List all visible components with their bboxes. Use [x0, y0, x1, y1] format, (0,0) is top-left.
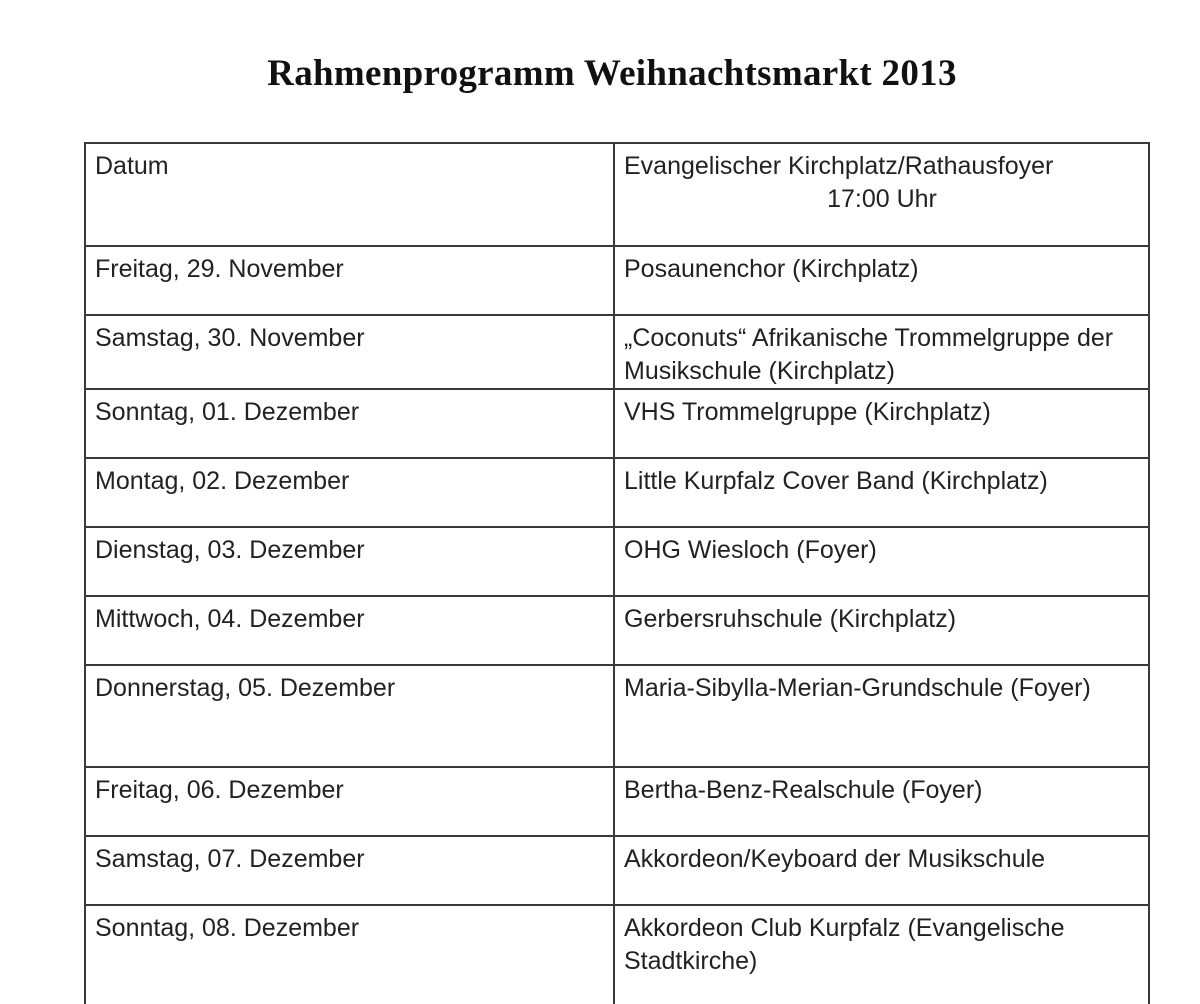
event-cell: VHS Trommelgruppe (Kirchplatz) — [614, 389, 1149, 458]
event-cell: Akkordeon/Keyboard der Musikschule — [614, 836, 1149, 905]
date-cell: Mittwoch, 04. Dezember — [85, 596, 614, 665]
document-title: Rahmenprogramm Weihnachtsmarkt 2013 — [267, 53, 957, 94]
table-row — [85, 458, 1149, 527]
table-row — [85, 596, 1149, 665]
event-cell: OHG Wiesloch (Foyer) — [614, 527, 1149, 596]
date-cell: Samstag, 30. November — [85, 315, 614, 389]
event-cell: Little Kurpfalz Cover Band (Kirchplatz) — [614, 458, 1149, 527]
table-row — [85, 665, 1149, 767]
date-cell: Montag, 02. Dezember — [85, 458, 614, 527]
date-cell: Freitag, 06. Dezember — [85, 767, 614, 836]
table-row — [85, 389, 1149, 458]
table-row — [85, 246, 1149, 315]
event-cell: Bertha-Benz-Realschule (Foyer) — [614, 767, 1149, 836]
table-row — [85, 905, 1149, 1004]
header-time-label: 17:00 Uhr — [827, 185, 937, 213]
schedule-table — [84, 142, 1150, 1004]
event-cell: „Coconuts“ Afrikanische Trommelgruppe der Musikschule (Kirchplatz) — [614, 315, 1149, 389]
event-cell: Maria-Sibylla-Merian-Grundschule (Foyer) — [614, 665, 1149, 767]
date-cell: Samstag, 07. Dezember — [85, 836, 614, 905]
event-cell: Akkordeon Club Kurpfalz (Evangelische Stadtkirche) — [614, 905, 1149, 1004]
event-cell: Posaunenchor (Kirchplatz) — [614, 246, 1149, 315]
table-header-row — [85, 143, 1149, 246]
date-cell: Sonntag, 01. Dezember — [85, 389, 614, 458]
table-row — [85, 767, 1149, 836]
date-cell: Freitag, 29. November — [85, 246, 614, 315]
table-row — [85, 527, 1149, 596]
date-cell: Sonntag, 08. Dezember — [85, 905, 614, 1004]
event-cell: Gerbersruhschule (Kirchplatz) — [614, 596, 1149, 665]
header-date-cell: Datum — [85, 143, 614, 246]
date-cell: Donnerstag, 05. Dezember — [85, 665, 614, 767]
header-venue-cell — [614, 143, 1149, 246]
date-cell: Dienstag, 03. Dezember — [85, 527, 614, 596]
table-row — [85, 836, 1149, 905]
header-venue-label: Evangelischer Kirchplatz/Rathausfoyer — [624, 152, 1054, 180]
table-row — [85, 315, 1149, 389]
